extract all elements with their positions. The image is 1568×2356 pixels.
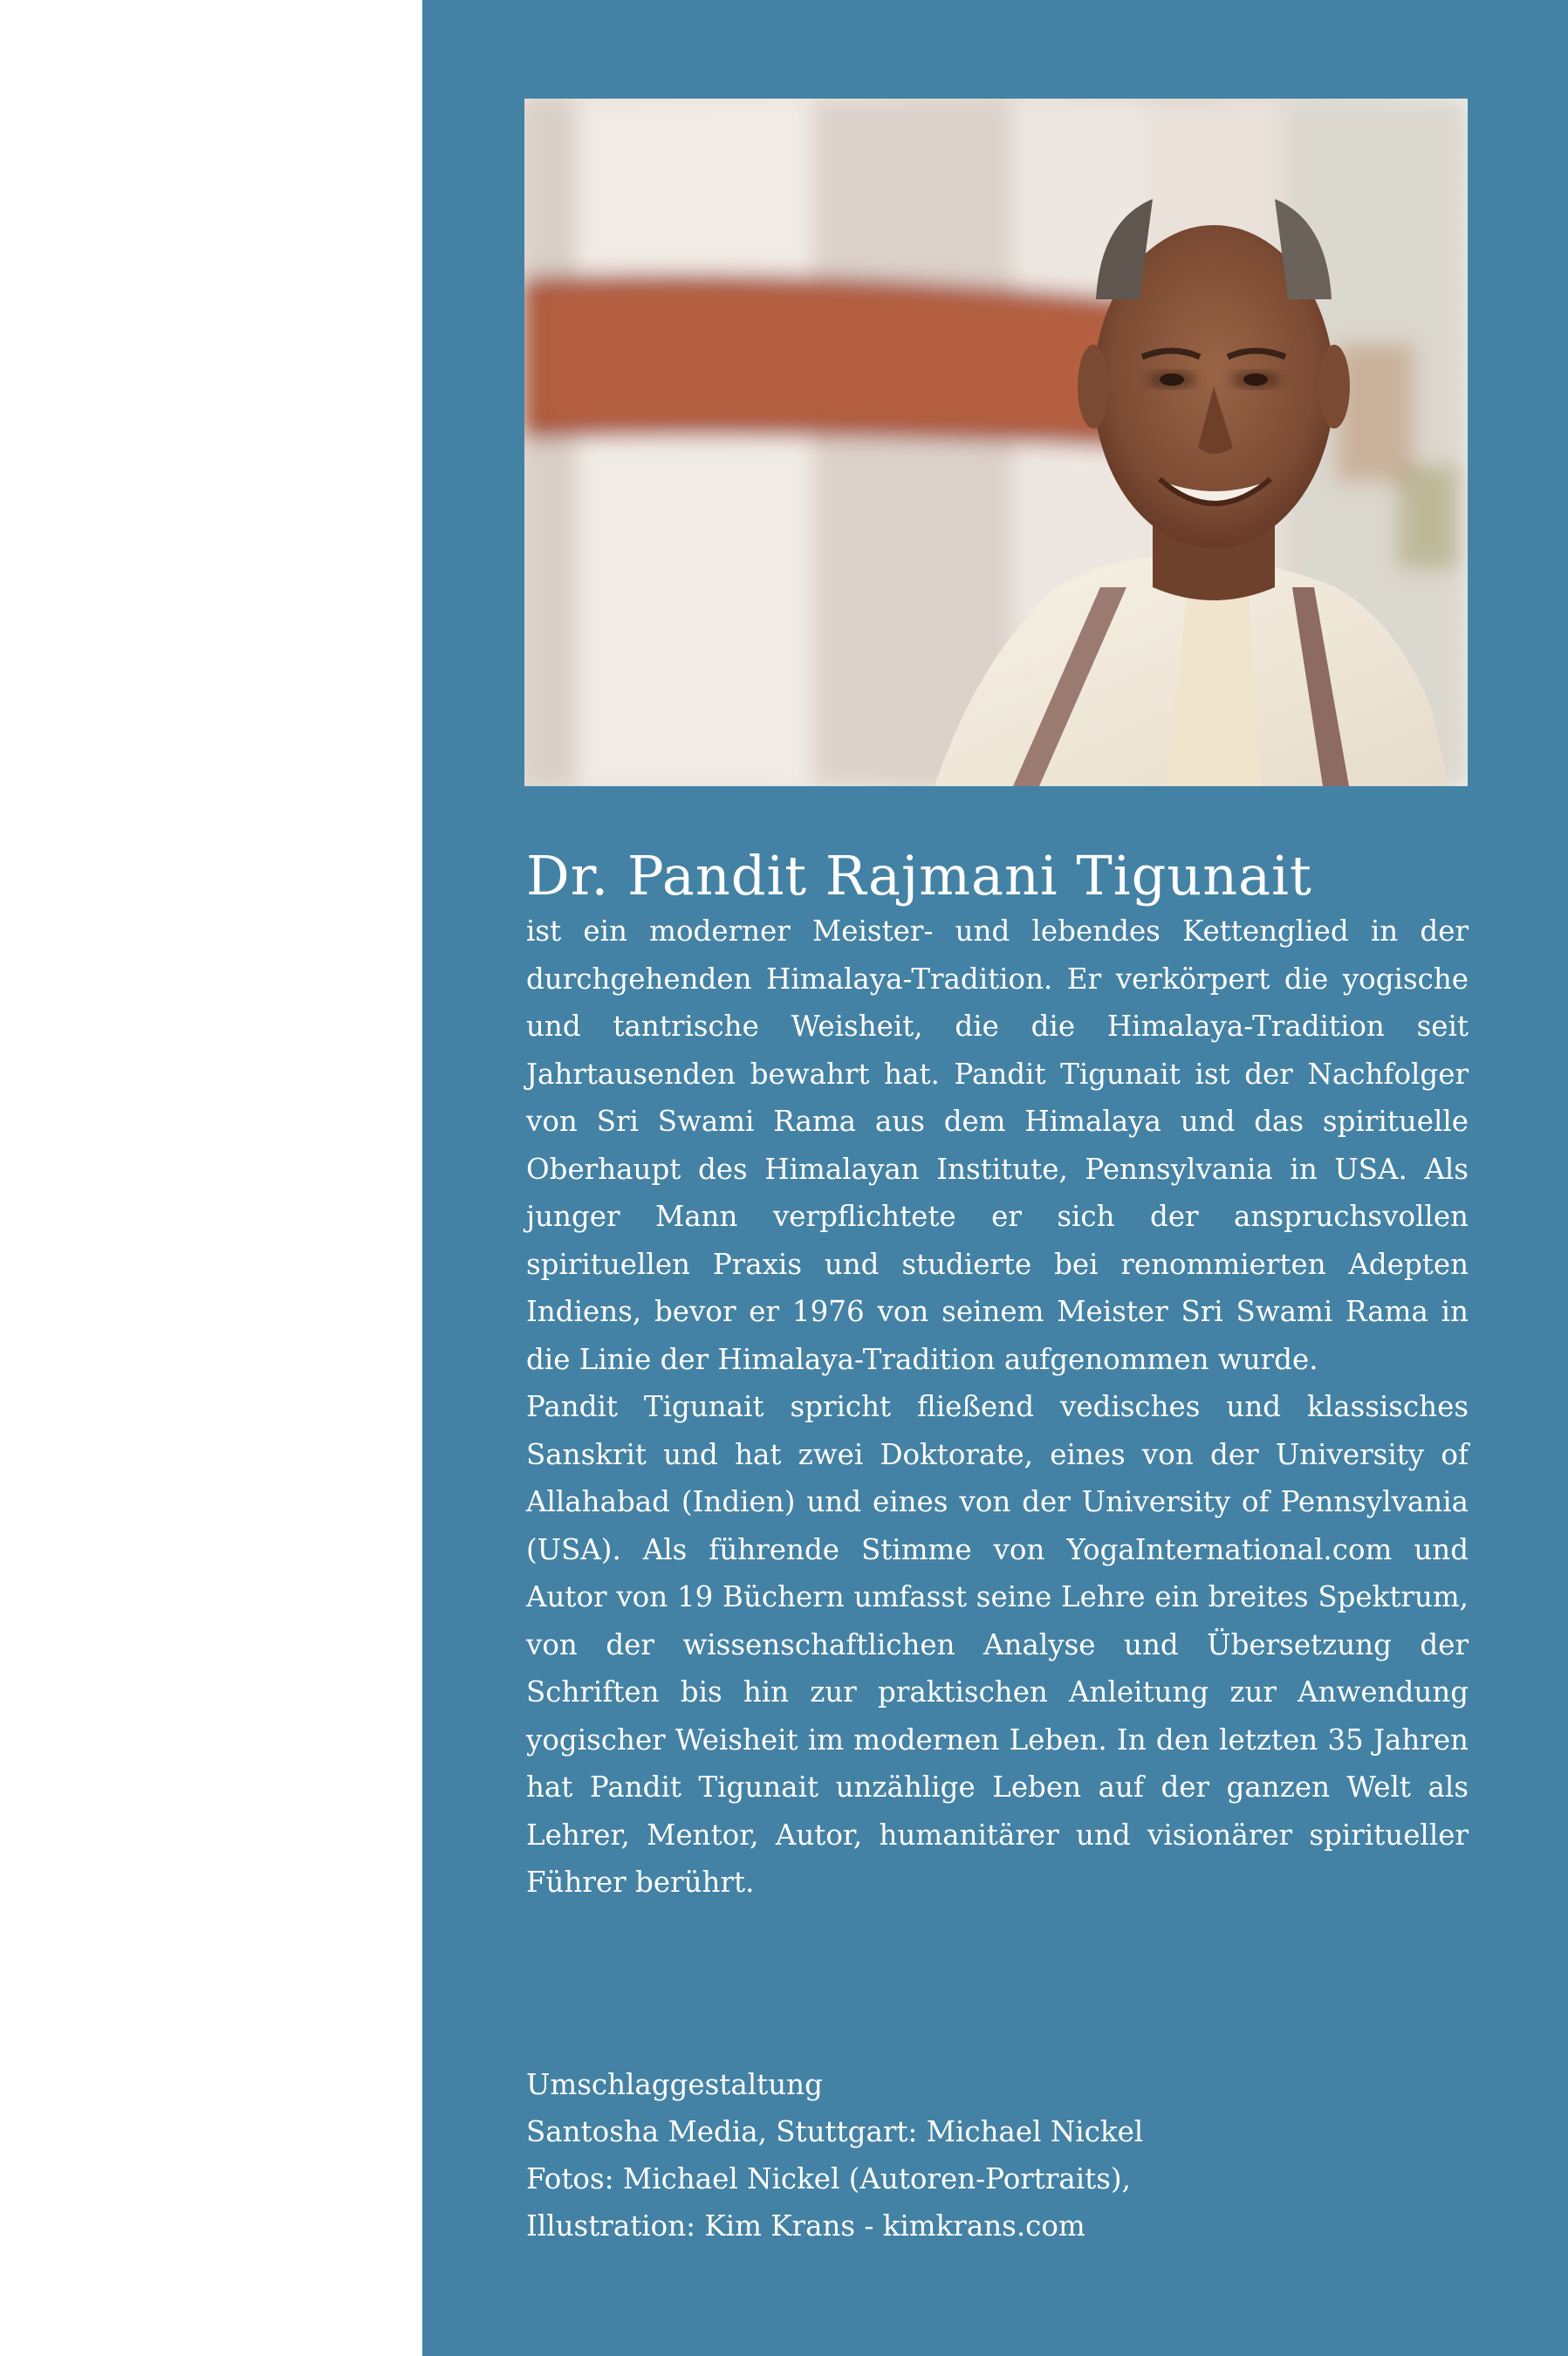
author-bio-section bbox=[526, 845, 1469, 1907]
credits-line-3: Fotos: Michael Nickel (Autoren-Portraits), bbox=[526, 2162, 1131, 2195]
author-portrait-photo bbox=[524, 99, 1468, 786]
cover-credits bbox=[526, 2061, 1469, 2250]
bio-paragraph-1: ist ein moderner Meister- und lebendes Kettenglied in der durchgehenden Himalaya-Tradition. Er verkörpert die yogische und tantrische Weisheit, die die Himalaya-Tradition seit Jahrtausenden bewahrt hat. Pandit Tigunait ist der Nachfolger von Sri Swami Rama aus dem Himalaya und das spirituelle Oberhaupt des Himalayan Institute, Pennsylvania in USA. Als junger Mann verpflichtete er sich der anspruchsvollen spirituellen Praxis und studierte bei renommierten Adepten Indiens, bevor er 1976 von seinem Meister Sri Swami Rama in die Linie der Himalaya-Tradition aufgenommen wurde. bbox=[526, 914, 1469, 1376]
white-margin bbox=[0, 0, 422, 2356]
credits-line-2: Santosha Media, Stuttgart: Michael Nickel bbox=[526, 2115, 1144, 2148]
credits-line-4: Illustration: Kim Krans - kimkrans.com bbox=[526, 2209, 1085, 2243]
bio-paragraph-2: Pandit Tigunait spricht fließend vedisches und klassisches Sanskrit und hat zwei Doktorate, eines von der University of Allahabad (Indien) und eines von der University of Pennsylvania (USA). Als führende Stimme von YogaInternational.com und Autor von 19 Büchern umfasst seine Lehre ein breites Spektrum, von der wissenschaftlichen Analyse und Übersetzung der Schriften bis hin zur praktischen Anleitung zur Anwendung yogischer Weisheit im modernen Leben. In den letzten 35 Jahren hat Pandit Tigunait unzählige Leben auf der ganzen Welt als Lehrer, Mentor, Autor, humanitärer und visionärer spiritueller Führer berührt. bbox=[526, 1390, 1469, 1899]
credits-line-1: Umschlaggestaltung bbox=[526, 2068, 823, 2101]
author-name: Dr. Pandit Rajmani Tigunait bbox=[526, 844, 1312, 907]
